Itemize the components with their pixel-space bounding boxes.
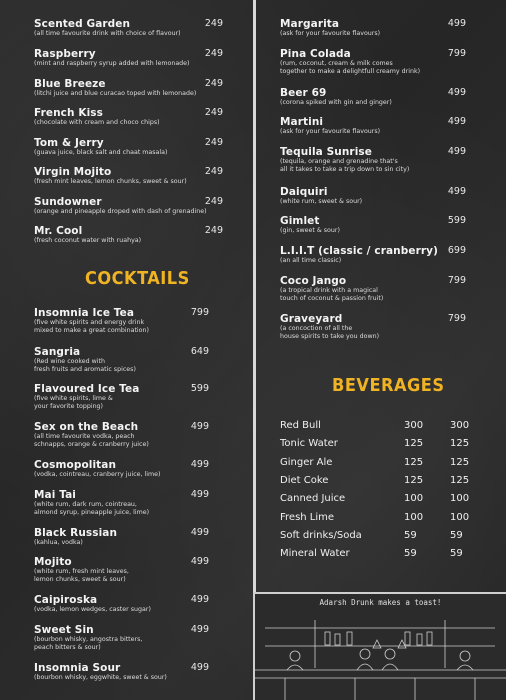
item-description: (an all time classic): [280, 257, 342, 264]
beverage-price: 125: [450, 438, 470, 449]
menu-item: [34, 383, 209, 412]
beverage-row: [280, 420, 495, 434]
beverage-name: Red Bull: [280, 420, 321, 431]
item-name: Blue Breeze: [34, 78, 106, 90]
item-price: 799: [190, 307, 209, 318]
beverage-price: 125: [450, 475, 470, 486]
item-price: 599: [447, 215, 466, 226]
item-description: (five white spirits and energy drink mixed to make a great combination): [34, 319, 149, 335]
item-description: (fresh mint leaves, lemon chunks, sweet & sour): [34, 178, 187, 185]
menu-item: [280, 313, 466, 342]
item-name: L.I.I.T (classic / cranberry): [280, 245, 438, 257]
beverages-heading: BEVERAGES: [332, 375, 445, 396]
item-description: (litchi juice and blue curacao toped with lemonade): [34, 90, 197, 97]
item-description: (chocolate with cream and choco chips): [34, 119, 160, 126]
beverage-name: Canned Juice: [280, 493, 346, 504]
toast-sketch: [253, 592, 506, 700]
item-name: Graveyard: [280, 313, 343, 325]
menu-item: [280, 87, 466, 107]
item-price: 599: [190, 383, 209, 394]
item-price: 799: [447, 275, 466, 286]
item-price: 499: [190, 489, 209, 500]
item-description: (five white spirits, lime & your favorite topping): [34, 395, 113, 411]
item-description: (guava juice, black salt and chaat masala): [34, 149, 168, 156]
menu-item: [34, 18, 223, 38]
item-price: 799: [447, 48, 466, 59]
item-name: Scented Garden: [34, 18, 131, 30]
beverage-name: Diet Coke: [280, 475, 329, 486]
beverage-row: [280, 475, 495, 489]
item-name: Tom & Jerry: [34, 137, 104, 149]
menu-item: [34, 48, 223, 68]
item-description: (white rum, fresh mint leaves, lemon chunks, sweet & sour): [34, 568, 129, 584]
item-name: Daiquiri: [280, 186, 328, 198]
item-price: 499: [447, 146, 466, 157]
item-price: 249: [204, 18, 223, 29]
menu-item: [280, 18, 466, 38]
sketch-caption: Adarsh Drunk makes a toast!: [319, 598, 442, 607]
beverage-row: [280, 530, 495, 544]
item-name: Martini: [280, 116, 324, 128]
item-name: Mai Tai: [34, 489, 76, 501]
item-description: (kahlua, vodka): [34, 539, 83, 546]
item-price: 499: [447, 116, 466, 127]
item-name: French Kiss: [34, 107, 103, 119]
menu-item: [280, 186, 466, 206]
beverage-row: [280, 512, 495, 526]
item-description: (all time favourite vodka, peach schnapps, orange & cranberry juice): [34, 433, 149, 449]
beverage-price: 125: [450, 457, 470, 468]
beverage-price: 59: [404, 530, 417, 541]
item-price: 799: [447, 313, 466, 324]
menu-item: [34, 459, 209, 479]
item-price: 249: [204, 166, 223, 177]
menu-item: [280, 215, 466, 235]
item-price: 499: [190, 662, 209, 673]
item-name: Cosmopolitan: [34, 459, 117, 471]
item-price: 649: [190, 346, 209, 357]
menu-item: [34, 346, 209, 375]
item-description: (all time favourite drink with choice of flavour): [34, 30, 181, 37]
item-description: (ask for your favourite flavours): [280, 128, 381, 135]
menu-item: [34, 137, 223, 157]
item-description: (vodka, lemon wedges, caster sugar): [34, 606, 151, 613]
beverage-row: [280, 548, 495, 562]
menu-item: [34, 166, 223, 186]
item-price: 499: [190, 556, 209, 567]
beverage-name: Tonic Water: [280, 438, 338, 449]
item-price: 499: [190, 594, 209, 605]
beverage-price: 100: [404, 512, 424, 523]
item-price: 249: [204, 225, 223, 236]
item-description: (orange and pineapple droped with dash of grenadine): [34, 208, 207, 215]
beverage-price: 125: [404, 457, 424, 468]
item-description: (a concoction of all the house spirits to take you down): [280, 325, 380, 341]
beverage-price: 59: [404, 548, 417, 559]
beverage-row: [280, 457, 495, 471]
item-price: 249: [204, 137, 223, 148]
item-description: (bourbon whisky, angostra bitters, peach bitters & sour): [34, 636, 143, 652]
beverage-name: Ginger Ale: [280, 457, 333, 468]
item-price: 499: [190, 624, 209, 635]
item-name: Flavoured Ice Tea: [34, 383, 140, 395]
item-description: (mint and raspberry syrup added with lemonade): [34, 60, 190, 67]
item-price: 249: [204, 48, 223, 59]
menu-item: [280, 48, 466, 77]
beverage-row: [280, 493, 495, 507]
item-name: Coco Jango: [280, 275, 347, 287]
item-price: 499: [190, 527, 209, 538]
item-description: (white rum, dark rum, cointreau, almond syrup, pineapple juice, lime): [34, 501, 150, 517]
beverage-price: 125: [404, 475, 424, 486]
beverage-price: 59: [450, 530, 463, 541]
item-price: 499: [447, 87, 466, 98]
item-name: Margarita: [280, 18, 340, 30]
menu-item: [34, 307, 209, 336]
item-description: (Red wine cooked with fresh fruits and aromatic spices): [34, 358, 136, 374]
item-description: (tequila, orange and grenadine that's all it takes to take a trip down to sin city): [280, 158, 410, 174]
menu-item: [34, 225, 223, 245]
item-name: Virgin Mojito: [34, 166, 112, 178]
beverage-price: 100: [450, 512, 470, 523]
menu-item: [34, 489, 209, 518]
item-description: (vodka, cointreau, cranberry juice, lime): [34, 471, 161, 478]
item-description: (a tropical drink with a magical touch of coconut & passion fruit): [280, 287, 384, 303]
beverage-price: 300: [450, 420, 470, 431]
item-name: Insomnia Sour: [34, 662, 121, 674]
menu-item: [34, 527, 209, 547]
item-name: Tequila Sunrise: [280, 146, 372, 158]
item-price: 499: [447, 186, 466, 197]
item-name: Gimlet: [280, 215, 320, 227]
item-name: Raspberry: [34, 48, 96, 60]
item-name: Beer 69: [280, 87, 327, 99]
item-description: (bourbon whisky, eggwhite, sweet & sour): [34, 674, 167, 681]
item-description: (white rum, sweet & sour): [280, 198, 363, 205]
item-name: Caipiroska: [34, 594, 98, 606]
item-price: 249: [204, 78, 223, 89]
beverage-price: 125: [404, 438, 424, 449]
menu-item: [34, 107, 223, 127]
beverage-price: 300: [404, 420, 424, 431]
beverage-name: Soft drinks/Soda: [280, 530, 362, 541]
item-name: Black Russian: [34, 527, 118, 539]
item-name: Insomnia Ice Tea: [34, 307, 135, 319]
item-name: Mr. Cool: [34, 225, 83, 237]
menu-item: [280, 146, 466, 175]
item-price: 249: [204, 196, 223, 207]
cocktails-heading: COCKTAILS: [85, 268, 190, 289]
menu-item: [34, 662, 209, 682]
item-name: Sundowner: [34, 196, 102, 208]
menu-item: [280, 275, 466, 304]
item-name: Mojito: [34, 556, 72, 568]
bar-scene-illustration: [255, 608, 506, 700]
item-price: 699: [447, 245, 466, 256]
beverage-price: 59: [450, 548, 463, 559]
beverage-name: Mineral Water: [280, 548, 350, 559]
item-price: 499: [190, 459, 209, 470]
item-description: (ask for your favourite flavours): [280, 30, 381, 37]
item-name: Sweet Sin: [34, 624, 94, 636]
menu-item: [34, 196, 223, 216]
menu-item: [34, 421, 209, 450]
beverage-name: Fresh Lime: [280, 512, 335, 523]
item-description: (gin, sweet & sour): [280, 227, 340, 234]
item-description: (fresh coconut water with ruahya): [34, 237, 142, 244]
menu-item: [34, 594, 209, 614]
item-name: Pina Colada: [280, 48, 351, 60]
item-name: Sangria: [34, 346, 81, 358]
item-description: (rum, coconut, cream & milk comes together to make a delightfull creamy drink): [280, 60, 421, 76]
menu-item: [34, 556, 209, 585]
menu-item: [280, 116, 466, 136]
item-price: 249: [204, 107, 223, 118]
item-description: (corona spiked with gin and ginger): [280, 99, 392, 106]
menu-item: [34, 624, 209, 653]
beverage-price: 100: [450, 493, 470, 504]
item-price: 499: [447, 18, 466, 29]
beverage-row: [280, 438, 495, 452]
beverage-price: 100: [404, 493, 424, 504]
item-name: Sex on the Beach: [34, 421, 139, 433]
item-price: 499: [190, 421, 209, 432]
menu-item: [34, 78, 223, 98]
menu-item: [280, 245, 466, 265]
